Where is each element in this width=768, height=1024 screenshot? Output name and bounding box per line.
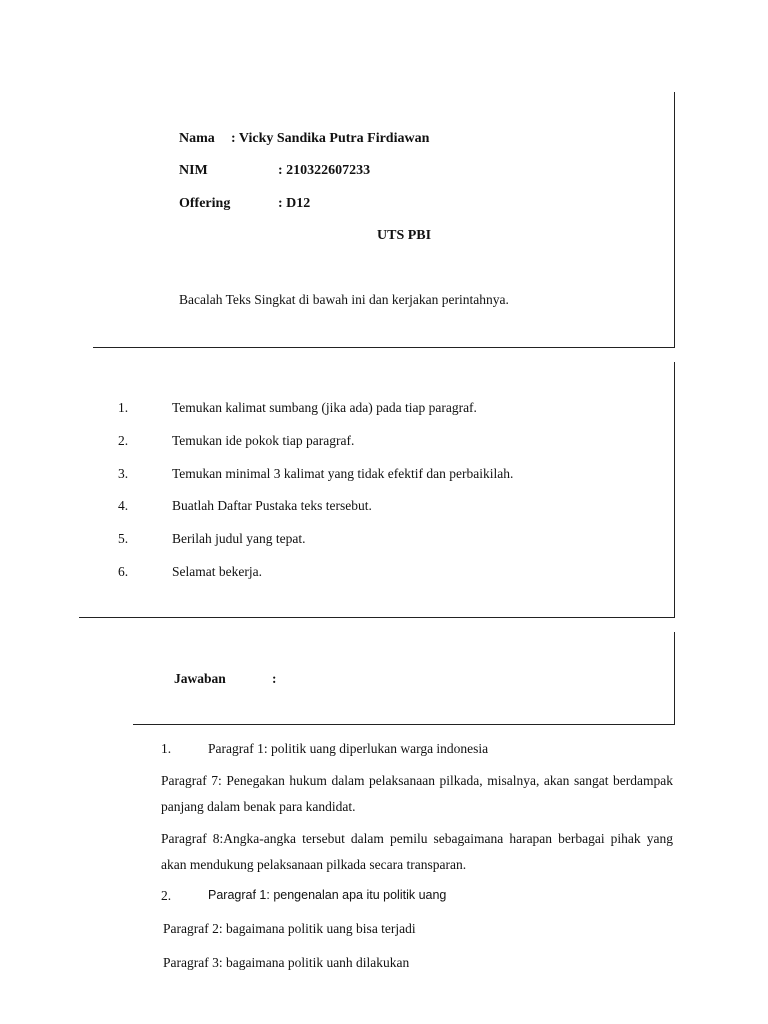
answer-item-text: Paragraf 1: politik uang diperlukan warga indonesia bbox=[208, 741, 489, 756]
answer-item-text: Paragraf 1: pengenalan apa itu politik uang bbox=[208, 888, 447, 902]
answer-colon: : bbox=[272, 671, 277, 686]
task-number: 5. bbox=[118, 531, 129, 546]
offering-value: : D12 bbox=[278, 196, 311, 211]
task-number: 4. bbox=[118, 498, 129, 513]
box2-right-border bbox=[674, 362, 675, 618]
nama-label: Nama bbox=[179, 131, 215, 146]
nim-value: : 210322607233 bbox=[278, 163, 371, 178]
offering-label: Offering bbox=[179, 196, 231, 211]
box1-bottom-border bbox=[93, 347, 675, 348]
task-text: Berilah judul yang tepat. bbox=[172, 531, 306, 546]
answer-paragraph-2: Paragraf 2: bagaimana politik uang bisa terjadi bbox=[163, 921, 416, 936]
box1-right-border bbox=[674, 92, 675, 348]
task-number: 2. bbox=[118, 433, 129, 448]
answer-label: Jawaban bbox=[174, 671, 226, 686]
nama-value: : Vicky Sandika Putra Firdiawan bbox=[231, 131, 430, 146]
task-text: Selamat bekerja. bbox=[172, 564, 262, 579]
task-number: 6. bbox=[118, 564, 129, 579]
task-text: Temukan ide pokok tiap paragraf. bbox=[172, 433, 355, 448]
instruction-text: Bacalah Teks Singkat di bawah ini dan kerjakan perintahnya. bbox=[179, 292, 509, 307]
answer-paragraph-3: Paragraf 3: bagaimana politik uanh dilakukan bbox=[163, 955, 410, 970]
document-title: UTS PBI bbox=[377, 228, 432, 243]
nim-label: NIM bbox=[179, 163, 208, 178]
answer-paragraph-8: Paragraf 8:Angka-angka tersebut dalam pemilu sebagaimana harapan berbagai pihak yang akan mendukung pelaksanaan pilkada secara transparan. bbox=[161, 831, 673, 872]
task-text: Buatlah Daftar Pustaka teks tersebut. bbox=[172, 498, 372, 513]
task-number: 3. bbox=[118, 466, 129, 481]
answer-item-number: 2. bbox=[161, 888, 172, 903]
answer-paragraph-7: Paragraf 7: Penegakan hukum dalam pelaksanaan pilkada, misalnya, akan sangat berdampak panjang dalam benak para kandidat. bbox=[161, 773, 673, 814]
task-text: Temukan kalimat sumbang (jika ada) pada tiap paragraf. bbox=[172, 400, 477, 415]
box3-bottom-border bbox=[133, 724, 675, 725]
box3-right-border bbox=[674, 632, 675, 725]
task-number: 1. bbox=[118, 400, 129, 415]
box2-bottom-border bbox=[79, 617, 675, 618]
answer-item-number: 1. bbox=[161, 741, 172, 756]
task-text: Temukan minimal 3 kalimat yang tidak efektif dan perbaikilah. bbox=[172, 466, 514, 481]
